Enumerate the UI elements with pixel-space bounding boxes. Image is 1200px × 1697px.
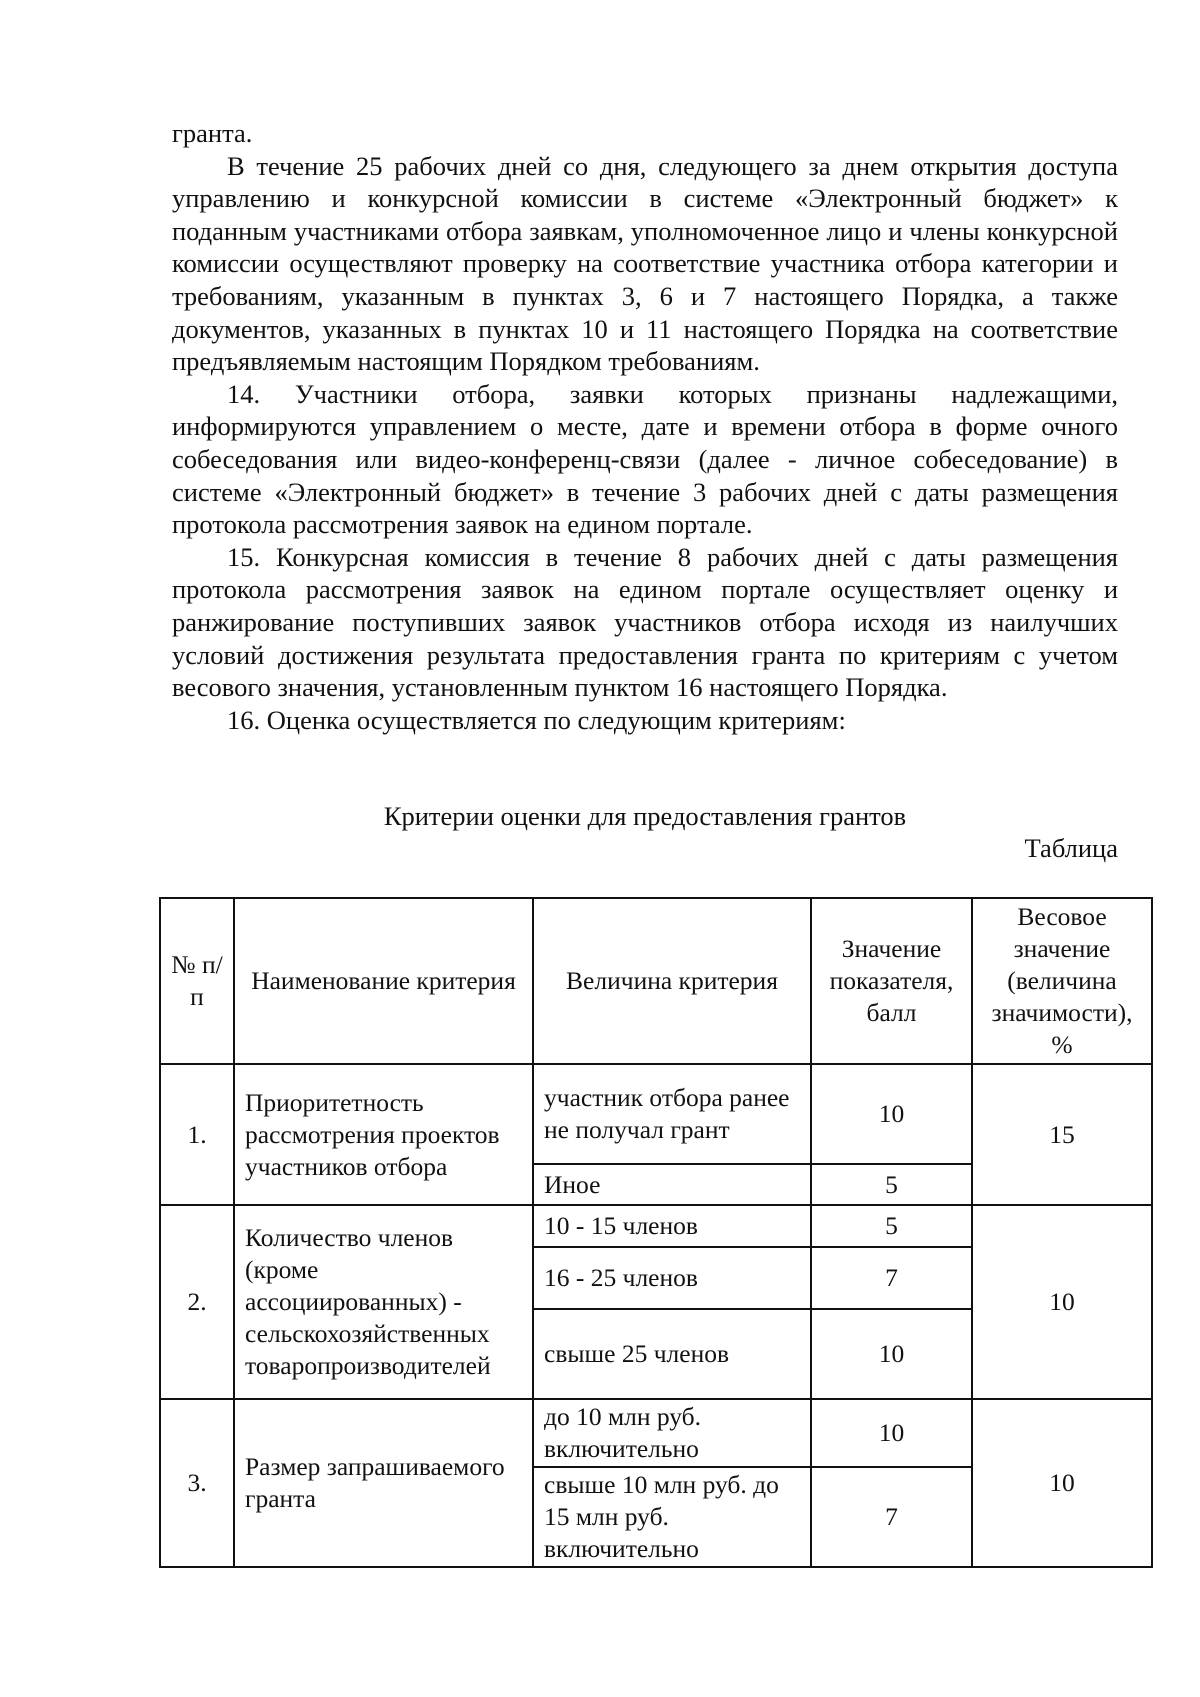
weight-value: 10 <box>972 1399 1152 1567</box>
criterion-value: свыше 25 членов <box>533 1309 811 1399</box>
row-number: 1. <box>160 1064 234 1205</box>
score-value: 5 <box>811 1205 972 1247</box>
criterion-value: Иное <box>533 1164 811 1205</box>
score-value: 5 <box>811 1164 972 1205</box>
paragraph-continuation: гранта. <box>172 118 253 148</box>
criterion-value: свыше 10 млн руб. до 15 млн руб. включительно <box>533 1467 811 1567</box>
criterion-value: 10 - 15 членов <box>533 1205 811 1247</box>
paragraph-16: 16. Оценка осуществляется по следующим критериям: <box>227 704 846 735</box>
criterion-value: участник отбора ранее не получал грант <box>533 1064 811 1164</box>
paragraph-verification: В течение 25 рабочих дней со дня, следующего за днем открытия доступа управлению и конкурсной комиссии в системе «Электронный бюджет» к поданным участниками отбора заявкам, уполномоченное лицо и члены конкурсной комиссии осуществляют проверку на соответствие участника отбора категории и требованиям, указанным в пунктах 3, 6 и 7 настоящего Порядка, а также документов, указанных в пунктах 10 и 11 настоящего Порядка на соответствие предъявляемым настоящим Порядком требованиям. <box>172 150 1118 377</box>
table-row <box>160 1399 1152 1467</box>
criteria-table <box>159 897 1153 1568</box>
criterion-name: Приоритетность рассмотрения проектов участников отбора <box>234 1064 533 1205</box>
score-value: 10 <box>811 1309 972 1399</box>
criterion-name: Количество членов (кроме ассоциированных) - сельскохозяйственных товаропроизводителей <box>234 1205 533 1399</box>
row-number: 2. <box>160 1205 234 1399</box>
body-text <box>172 117 1118 736</box>
header-score: Значение показателя, балл <box>811 898 972 1064</box>
criterion-value: до 10 млн руб. включительно <box>533 1399 811 1467</box>
header-criterion-value: Величина критерия <box>533 898 811 1064</box>
score-value: 7 <box>811 1467 972 1567</box>
criterion-name: Размер запрашиваемого гранта <box>234 1399 533 1567</box>
paragraph-15: 15. Конкурсная комиссия в течение 8 рабочих дней с даты размещения протокола рассмотрения заявок на едином портале осуществляет оценку и ранжирование поступивших заявок участников отбора исходя из наилучших условий достижения результата предоставления гранта по критериям с учетом весового значения, установленным пунктом 16 настоящего Порядка. <box>172 541 1118 703</box>
table-label: Таблица <box>1024 833 1118 863</box>
table-title: Критерии оценки для предоставления грантов <box>383 801 907 831</box>
criterion-value: 16 - 25 членов <box>533 1247 811 1309</box>
score-value: 10 <box>811 1064 972 1164</box>
header-number: № п/п <box>160 898 234 1064</box>
table-row <box>160 1064 1152 1164</box>
table-header-row <box>160 898 1152 1064</box>
score-value: 7 <box>811 1247 972 1309</box>
paragraph-14: 14. Участники отбора, заявки которых признаны надлежащими, информируются управлением о месте, дате и времени отбора в форме очного собеседования или видео-конференц-связи (далее - личное собеседование) в системе «Электронный бюджет» в течение 3 рабочих дней с даты размещения протокола рассмотрения заявок на едином портале. <box>172 378 1118 540</box>
weight-value: 10 <box>972 1205 1152 1399</box>
row-number: 3. <box>160 1399 234 1567</box>
header-criterion-name: Наименование критерия <box>234 898 533 1064</box>
header-weight: Весовое значение (величина значимости), % <box>972 898 1152 1064</box>
weight-value: 15 <box>972 1064 1152 1205</box>
table-row <box>160 1205 1152 1247</box>
score-value: 10 <box>811 1399 972 1467</box>
